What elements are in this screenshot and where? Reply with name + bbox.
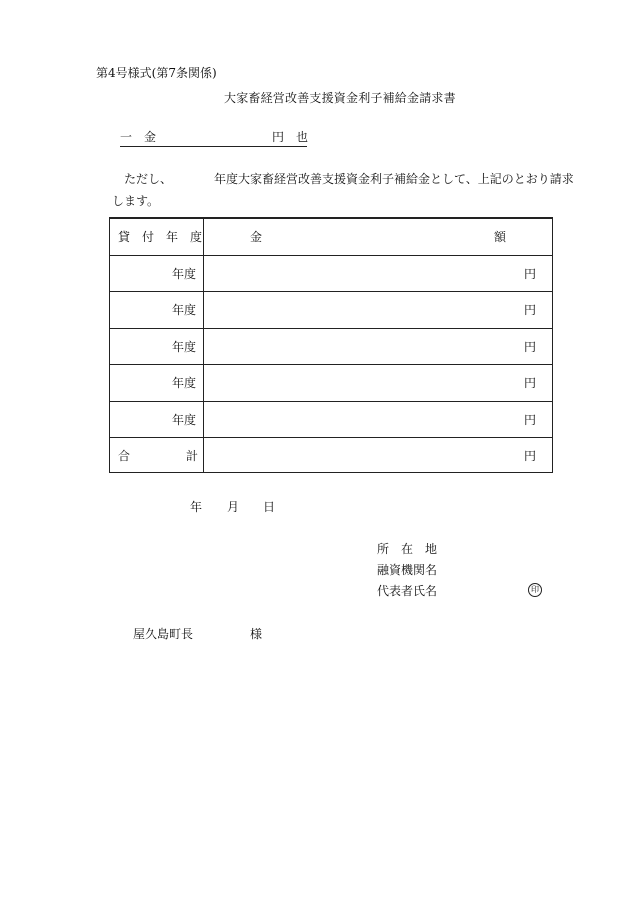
amount-prefix: 一 金 [120, 130, 157, 144]
date-month: 月 [227, 500, 240, 514]
amount-line [120, 130, 307, 147]
row-year-label: 年度 [172, 340, 197, 354]
date-year: 年 [190, 500, 203, 514]
header-amount-left: 金 [250, 230, 263, 244]
row-yen-label: 円 [524, 340, 537, 354]
row-year-label: 年度 [172, 303, 197, 317]
row-year-label: 年度 [172, 413, 197, 427]
row-yen-label: 円 [524, 267, 537, 281]
document-title: 大家畜経営改善支援資金利子補給金請求書 [224, 91, 456, 105]
row-yen-label: 円 [524, 413, 537, 427]
loan-amount-table [109, 217, 553, 473]
table-row [110, 364, 552, 400]
table-total-row [110, 437, 552, 473]
representative-name-label: 代表者氏名 [377, 584, 438, 598]
institution-name-label: 融資機関名 [377, 563, 438, 577]
row-year-label: 年度 [172, 376, 197, 390]
statement-opening: ただし、 [124, 172, 173, 186]
table-row [110, 291, 552, 327]
seal-mark: 印 [528, 583, 542, 597]
date-day: 日 [263, 500, 276, 514]
table-row [110, 328, 552, 364]
addressee-name: 屋久島町長 [133, 627, 194, 641]
total-yen-label: 円 [524, 449, 537, 463]
address-label: 所 在 地 [377, 542, 438, 556]
table-row [110, 255, 552, 291]
header-amount-right: 額 [494, 230, 507, 244]
row-yen-label: 円 [524, 376, 537, 390]
table-header-row [110, 218, 552, 254]
statement-line1: 年度大家畜経営改善支援資金利子補給金として、上記のとおり請求 [214, 172, 574, 186]
addressee-honorific: 様 [250, 627, 263, 641]
row-year-label: 年度 [172, 267, 197, 281]
statement-line2: します。 [112, 194, 160, 208]
amount-suffix: 円 也 [272, 130, 309, 144]
total-label-left: 合 [118, 449, 131, 463]
header-loan-year: 貸 付 年 度 [118, 230, 203, 244]
row-yen-label: 円 [524, 303, 537, 317]
table-row [110, 401, 552, 437]
total-label-right: 計 [186, 449, 199, 463]
form-number: 第4号様式(第7条関係) [96, 66, 217, 80]
